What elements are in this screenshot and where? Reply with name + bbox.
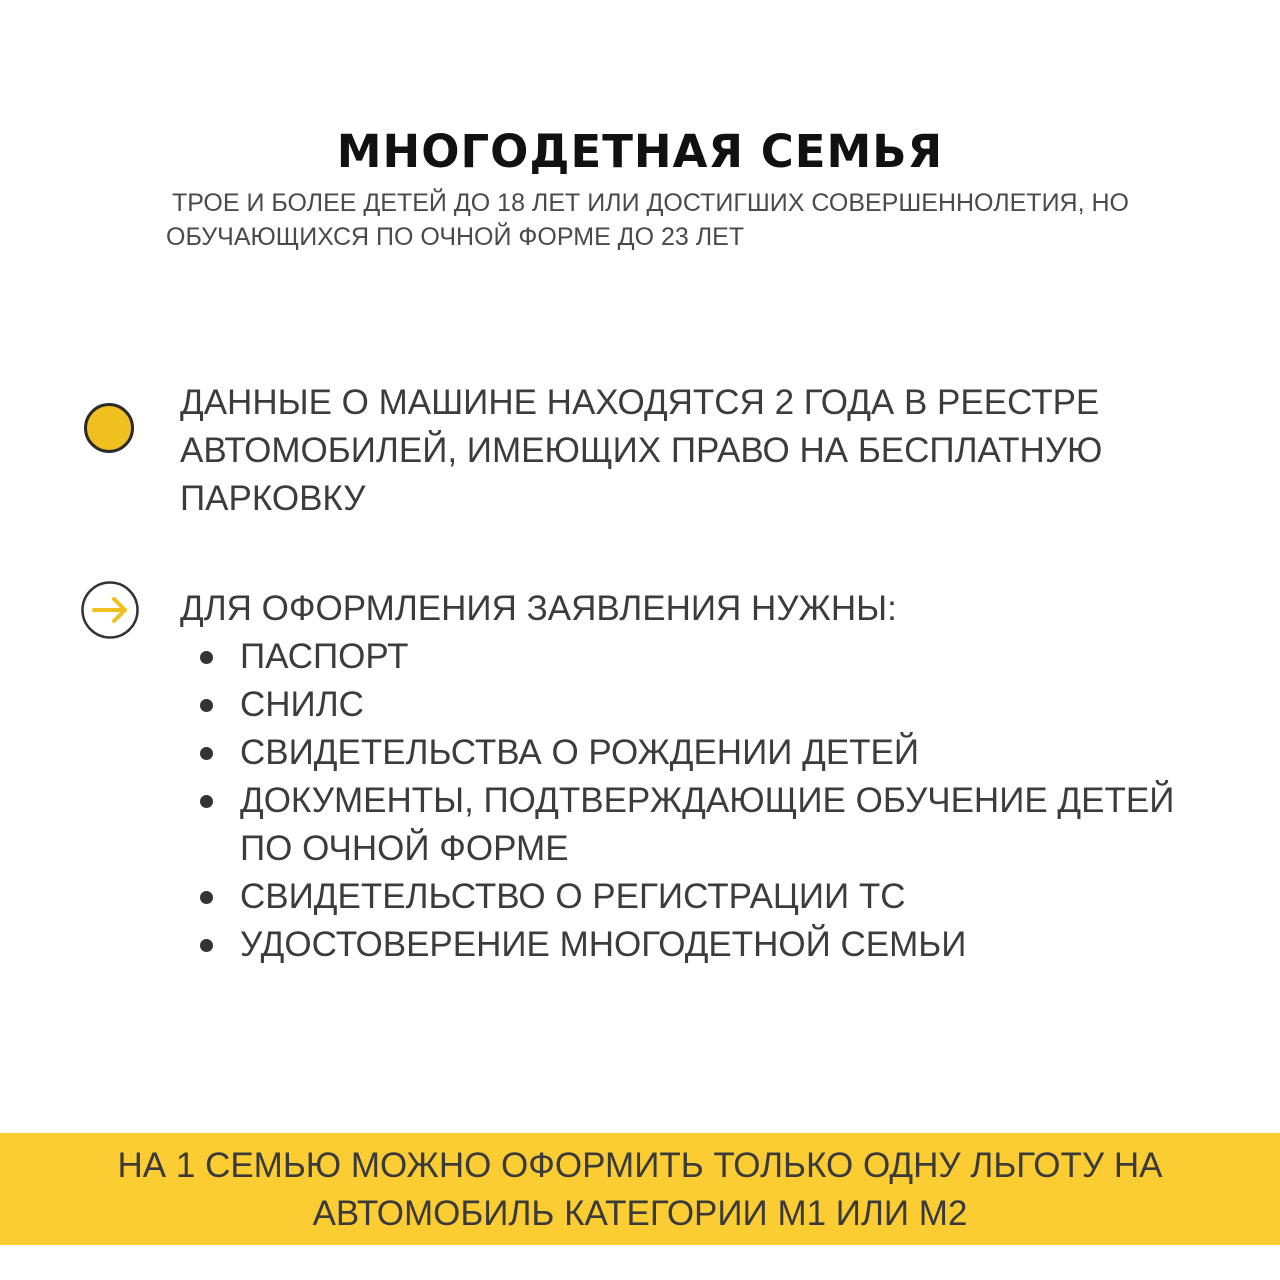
list-item-text: СНИЛС <box>240 685 364 724</box>
list-item <box>180 921 1200 969</box>
list-item-text: УДОСТОВЕРЕНИЕ МНОГОДЕТНОЙ СЕМЬИ <box>240 925 967 964</box>
footer-line-1: НА 1 СЕМЬЮ МОЖНО ОФОРМИТЬ ТОЛЬКО ОДНУ ЛЬГОТУ НА <box>117 1146 1163 1185</box>
yellow-circle-icon <box>84 403 134 453</box>
list-item-text: ПАСПОРТ <box>240 637 409 676</box>
subtitle-line-1: ТРОЕ И БОЛЕЕ ДЕТЕЙ ДО 18 ЛЕТ ИЛИ ДОСТИГШИХ СОВЕРШЕННОЛЕТИЯ, НО <box>172 189 1129 217</box>
arrow-right-circle-icon <box>80 580 140 640</box>
documents-heading: ДЛЯ ОФОРМЛЕНИЯ ЗАЯВЛЕНИЯ НУЖНЫ: <box>180 589 897 628</box>
footer-line-2: АВТОМОБИЛЬ КАТЕГОРИИ М1 ИЛИ М2 <box>312 1194 968 1233</box>
list-item-text: СВИДЕТЕЛЬСТВА О РОЖДЕНИИ ДЕТЕЙ <box>240 733 920 772</box>
list-item-text-continued: ПО ОЧНОЙ ФОРМЕ <box>240 829 569 868</box>
page-subtitle <box>166 186 1132 254</box>
condition-line-1: ДАННЫЕ О МАШИНЕ НАХОДЯТСЯ 2 ГОДА В РЕЕСТРЕ <box>180 383 1100 422</box>
bullet-dot-icon <box>200 939 213 952</box>
list-item <box>180 633 1200 681</box>
subtitle-line-2: ОБУЧАЮЩИХСЯ ПО ОЧНОЙ ФОРМЕ ДО 23 ЛЕТ <box>166 223 745 251</box>
footer-note <box>0 1142 1280 1238</box>
page-title: МНОГОДЕТНАЯ СЕМЬЯ <box>336 125 944 178</box>
bullet-dot-icon <box>200 699 213 712</box>
bullet-dot-icon <box>200 891 213 904</box>
bullet-dot-icon <box>200 747 213 760</box>
condition-line-2: АВТОМОБИЛЕЙ, ИМЕЮЩИХ ПРАВО НА БЕСПЛАТНУЮ <box>180 431 1103 470</box>
list-item <box>180 777 1200 873</box>
list-item-text: ДОКУМЕНТЫ, ПОДТВЕРЖДАЮЩИЕ ОБУЧЕНИЕ ДЕТЕЙ <box>240 781 1175 820</box>
bullet-dot-icon <box>200 651 213 664</box>
list-item-text: СВИДЕТЕЛЬСТВО О РЕГИСТРАЦИИ ТС <box>240 877 906 916</box>
documents-list <box>180 633 1200 969</box>
parking-registry-condition <box>180 379 1180 523</box>
list-item <box>180 681 1200 729</box>
list-item <box>180 729 1200 777</box>
list-item <box>180 873 1200 921</box>
condition-line-3: ПАРКОВКУ <box>180 479 366 518</box>
bullet-dot-icon <box>200 795 213 808</box>
required-documents <box>180 585 1200 969</box>
